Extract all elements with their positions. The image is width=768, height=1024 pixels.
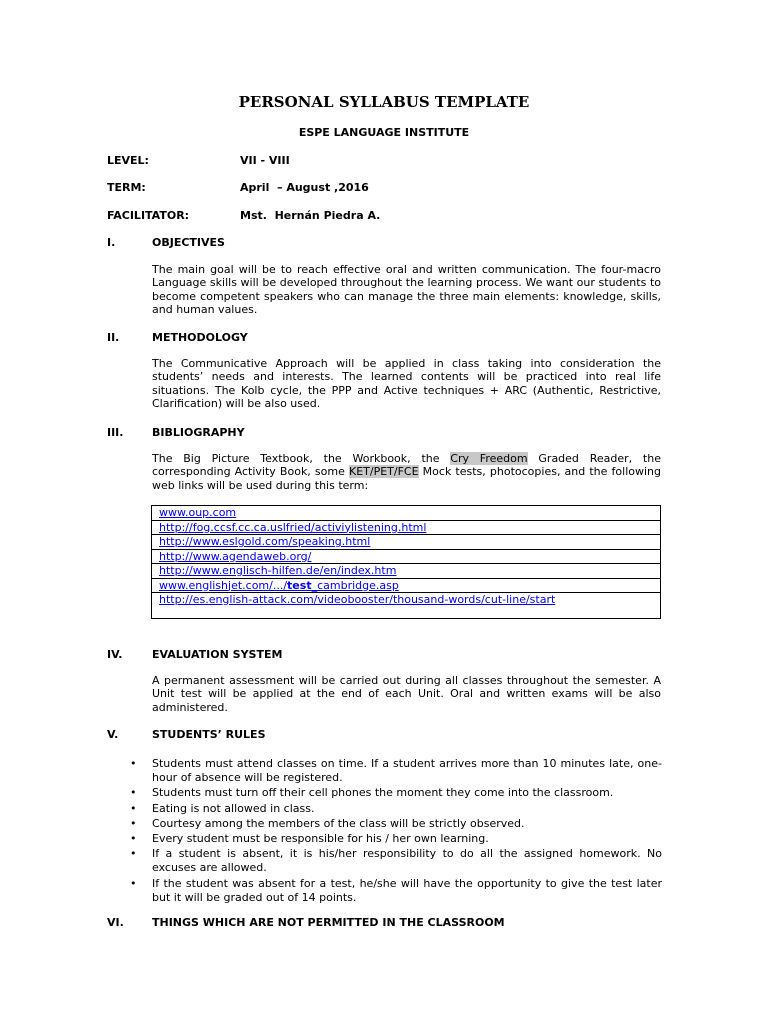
methodology-number: II.	[107, 331, 120, 344]
facilitator-label: FACILITATOR:	[107, 209, 190, 222]
objectives-text: The main goal will be to reach effective oral and written communication. The four-macro Language skills will be developed throughout the learning process. We want our students to become competent speakers who can manage the three main elements: knowledge, skills, and human values.	[152, 263, 661, 317]
link-row	[152, 535, 660, 550]
list-item: • If the student was absent for a test, he/she will have the opportunity to give the test later but it will be graded out of 14 points.	[130, 876, 662, 904]
link-englishjet[interactable]: www.englishjet.com/.../test_cambridge.asp	[159, 578, 399, 592]
link-row	[152, 564, 660, 579]
link-eslgold[interactable]: http://www.eslgold.com/speaking.html	[159, 535, 371, 548]
bullet-icon: •	[130, 757, 137, 770]
list-item: • If a student is absent, it is his/her responsibility to do all the assigned homework. No excuses are allowed.	[130, 847, 662, 875]
web-links-table	[151, 505, 661, 619]
link-row	[152, 579, 660, 594]
bullet-icon: •	[130, 847, 137, 861]
not-permitted-heading: THINGS WHICH ARE NOT PERMITTED IN THE CLASSROOM	[152, 916, 505, 929]
list-item: • Courtesy among the members of the class will be strictly observed.	[130, 816, 525, 830]
bullet-icon: •	[130, 876, 137, 890]
document-title: PERSONAL SYLLABUS TEMPLATE	[238, 93, 530, 111]
evaluation-text: A permanent assessment will be carried out during all classes throughout the semester. A Unit test will be applied at the end of each Unit. Oral and written exams will be also administered.	[152, 674, 661, 714]
link-ccsf[interactable]: http://fog.ccsf.cc.ca.uslfried/activiylistening.html	[159, 520, 427, 534]
rules-number: V.	[107, 728, 119, 741]
methodology-text: The Communicative Approach will be applied in class taking into consideration the students’ needs and interests. The learned contents will be practiced into real life situations. The Kolb cycle, the PPP and Active techniques + ARC (Authentic, Restrictive, Clarification) will be also used.	[152, 357, 661, 411]
ket-pet-fce-highlight: KET/PET/FCE	[349, 465, 419, 479]
link-englisch-hilfen[interactable]: http://www.englisch-hilfen.de/en/index.htm	[159, 564, 397, 577]
list-item: • Students must attend classes on time. If a student arrives more than 10 minutes late, one- hour of absence will be registered.	[130, 757, 662, 785]
term-label: TERM:	[107, 181, 146, 194]
rules-list	[130, 757, 662, 906]
list-item: • Students must turn off their cell phones the moment they come into the classroom.	[130, 786, 614, 800]
facilitator-value: Mst. Hernán Piedra A.	[240, 209, 381, 222]
bullet-icon: •	[130, 786, 137, 800]
list-item: • Every student must be responsible for his / her own learning.	[130, 832, 489, 846]
link-row	[152, 593, 660, 608]
bullet-icon: •	[130, 816, 137, 830]
link-oup[interactable]: www.oup.com	[159, 506, 237, 519]
level-value: VII - VIII	[240, 154, 290, 167]
evaluation-heading: EVALUATION SYSTEM	[152, 648, 283, 661]
objectives-heading: OBJECTIVES	[152, 236, 225, 249]
cry-freedom-highlight: Cry Freedom	[450, 452, 528, 465]
link-row	[152, 521, 660, 536]
bullet-icon: •	[130, 832, 137, 846]
level-label: LEVEL:	[107, 154, 149, 167]
bibliography-text: The Big Picture Textbook, the Workbook, the Cry Freedom Graded Reader, the corresponding Activity Book, some KET/PET/FCE Mock tests, photocopies, and the following web links will be used during this term:	[152, 452, 661, 492]
bibliography-number: III.	[107, 426, 124, 439]
link-english-attack[interactable]: http://es.english-attack.com/videobooster/thousand-words/cut-line/start	[159, 593, 556, 606]
link-row	[152, 550, 660, 565]
bibliography-heading: BIBLIOGRAPHY	[152, 426, 245, 439]
bullet-icon: •	[130, 801, 137, 815]
not-permitted-number: VI.	[107, 916, 124, 929]
term-value: April – August ,2016	[240, 181, 369, 194]
rules-heading: STUDENTS’ RULES	[152, 728, 266, 741]
list-item: • Eating is not allowed in class.	[130, 801, 315, 815]
link-row	[152, 506, 660, 521]
link-agendaweb[interactable]: http://www.agendaweb.org/	[159, 549, 312, 563]
evaluation-number: IV.	[107, 648, 123, 661]
objectives-number: I.	[107, 236, 116, 249]
methodology-heading: METHODOLOGY	[152, 331, 248, 344]
institute-name: ESPE LANGUAGE INSTITUTE	[298, 126, 470, 139]
